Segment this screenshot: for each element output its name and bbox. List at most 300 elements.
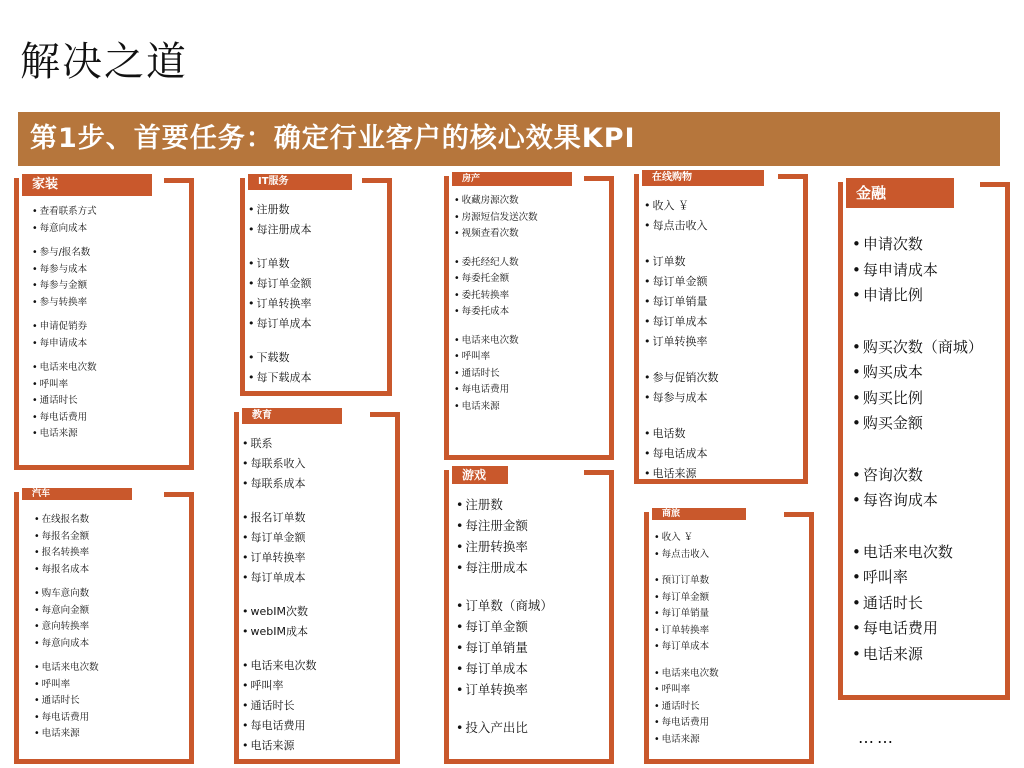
card-it-service (240, 178, 392, 396)
kpi-item (454, 210, 538, 227)
card-label: 在线购物 (642, 170, 764, 186)
bullet-icon: • (34, 711, 40, 723)
kpi-text: 通话时长 (250, 699, 295, 712)
kpi-spacer (32, 352, 97, 360)
card-online-shopping (634, 174, 808, 484)
bullet-icon: • (454, 195, 460, 206)
bullet-icon: • (852, 286, 861, 304)
more-ellipsis: …… (858, 728, 896, 747)
kpi-text: 每订单金额 (250, 531, 306, 544)
kpi-spacer (644, 352, 719, 368)
bullet-icon: • (852, 542, 861, 561)
bullet-icon: • (242, 511, 249, 524)
kpi-text: webIM成本 (250, 625, 308, 638)
kpi-text: 每电话费用 (461, 384, 510, 395)
kpi-text: 通话时长 (862, 593, 923, 612)
bullet-icon: • (454, 273, 460, 284)
bullet-icon: • (852, 388, 861, 407)
kpi-text: 购买次数（商城） (862, 337, 983, 356)
bullet-icon: • (242, 457, 249, 470)
kpi-item (852, 616, 983, 642)
bullet-icon: • (248, 297, 255, 310)
kpi-item (248, 314, 312, 334)
kpi-item (454, 193, 538, 210)
bullet-icon: • (654, 700, 660, 712)
kpi-text: 收入 ￥ (661, 532, 694, 543)
kpi-item (654, 699, 719, 716)
kpi-text: 注册数 (256, 203, 290, 216)
kpi-spacer (456, 700, 553, 717)
kpi-item (456, 616, 553, 637)
kpi-item (644, 216, 719, 236)
kpi-item (456, 717, 553, 738)
card-label: 游戏 (452, 466, 508, 484)
kpi-item (242, 656, 317, 676)
bullet-icon: • (32, 280, 38, 291)
kpi-text: 电话来源 (39, 428, 78, 439)
kpi-item (852, 258, 983, 284)
kpi-spacer (454, 321, 538, 333)
card-finance (838, 182, 1010, 700)
card-game (444, 470, 614, 764)
kpi-item (644, 368, 719, 388)
kpi-text: 每参与成本 (39, 263, 88, 275)
kpi-text: 电话来电次数 (461, 334, 519, 346)
kpi-text: 每报名成本 (41, 563, 90, 575)
kpi-text: 每意向成本 (41, 637, 90, 649)
kpi-text: 每咨询成本 (862, 491, 938, 509)
kpi-item (644, 252, 719, 272)
kpi-item (32, 319, 97, 336)
kpi-item (242, 676, 317, 696)
bullet-icon: • (34, 530, 40, 542)
kpi-spacer (644, 236, 719, 252)
card-label: 家装 (22, 174, 152, 196)
kpi-text: 订单转换率 (465, 682, 528, 697)
bullet-icon: • (644, 391, 651, 404)
bullet-icon: • (248, 223, 255, 236)
kpi-item (248, 254, 312, 274)
bullet-icon: • (34, 728, 40, 739)
kpi-text: 联系 (250, 437, 273, 450)
kpi-text: 购买金额 (862, 414, 923, 432)
card-label: 汽车 (22, 488, 132, 500)
kpi-item (644, 272, 719, 292)
bullet-icon: • (34, 621, 40, 632)
bullet-icon: • (456, 518, 464, 533)
kpi-item (852, 335, 983, 361)
kpi-item (34, 677, 99, 694)
bullet-icon: • (654, 548, 660, 560)
kpi-text: 每申请成本 (862, 260, 938, 279)
kpi-list (34, 512, 99, 743)
bullet-icon: • (852, 593, 861, 612)
bullet-icon: • (644, 199, 651, 212)
kpi-item (34, 603, 99, 620)
kpi-text: 每订单金额 (661, 591, 710, 603)
bullet-icon: • (456, 598, 464, 613)
kpi-list (852, 232, 983, 667)
kpi-item (654, 715, 719, 732)
card-real-estate (444, 176, 614, 460)
kpi-item (248, 294, 312, 314)
kpi-text: 呼叫率 (862, 568, 908, 586)
kpi-item (32, 393, 97, 410)
kpi-item (852, 488, 983, 514)
bullet-icon: • (456, 661, 464, 676)
kpi-item (32, 295, 97, 312)
kpi-text: 购车意向数 (41, 588, 90, 599)
kpi-text: 通话时长 (461, 367, 500, 379)
kpi-item (644, 196, 719, 216)
kpi-item (242, 548, 317, 568)
kpi-item (248, 220, 312, 240)
card-business-travel (644, 509, 814, 764)
kpi-text: 投入产出比 (465, 720, 528, 735)
kpi-text: 通话时长 (661, 700, 700, 712)
kpi-item (852, 565, 983, 591)
kpi-text: 报名订单数 (250, 511, 306, 524)
kpi-text: 电话来源 (250, 739, 295, 752)
kpi-text: 呼叫率 (41, 678, 71, 690)
kpi-item (32, 377, 97, 394)
kpi-text: 申请促销券 (39, 321, 88, 332)
kpi-text: 每注册金额 (465, 518, 528, 533)
kpi-text: 每注册成本 (465, 560, 528, 575)
kpi-text: 每电话费用 (41, 711, 90, 723)
kpi-text: 通话时长 (39, 395, 78, 406)
kpi-item (454, 226, 538, 243)
bullet-icon: • (852, 491, 861, 509)
kpi-item (242, 736, 317, 756)
kpi-text: 订单转换率 (256, 297, 312, 310)
page-title: 解决之道 (20, 39, 188, 85)
kpi-item (32, 426, 97, 443)
kpi-item (852, 591, 983, 617)
bullet-icon: • (456, 539, 464, 554)
kpi-text: 意向转换率 (41, 621, 90, 632)
kpi-text: 每订单金额 (652, 275, 708, 288)
bullet-icon: • (644, 315, 651, 328)
kpi-text: 每意向金额 (41, 604, 90, 616)
kpi-list (242, 434, 317, 756)
kpi-item (242, 434, 317, 454)
bullet-icon: • (242, 719, 249, 732)
kpi-text: 每订单销量 (661, 608, 710, 619)
kpi-item (32, 245, 97, 262)
kpi-text: 订单数 (652, 255, 686, 268)
kpi-item (32, 204, 97, 221)
kpi-text: 电话数 (652, 427, 686, 440)
bullet-icon: • (852, 363, 861, 381)
kpi-item (34, 529, 99, 546)
kpi-item (456, 658, 553, 679)
step-banner: 第1步、首要任务：确定行业客户的核心效果KPI (18, 112, 1000, 166)
bullet-icon: • (242, 659, 249, 672)
bullet-icon: • (34, 588, 40, 599)
kpi-spacer (852, 309, 983, 335)
kpi-item (644, 332, 719, 352)
kpi-text: 呼叫率 (250, 679, 284, 692)
bullet-icon: • (454, 228, 460, 239)
bullet-icon: • (644, 255, 651, 268)
kpi-item (454, 349, 538, 366)
bullet-icon: • (644, 295, 651, 308)
kpi-item (852, 540, 983, 566)
kpi-text: 委托经纪人数 (461, 256, 519, 268)
bullet-icon: • (32, 378, 38, 390)
kpi-item (644, 292, 719, 312)
kpi-text: 每订单销量 (652, 295, 708, 308)
kpi-item (32, 262, 97, 279)
kpi-item (454, 366, 538, 383)
kpi-item (644, 424, 719, 444)
bullet-icon: • (454, 384, 460, 395)
bullet-icon: • (654, 591, 660, 603)
kpi-text: 每电话费用 (661, 717, 710, 728)
kpi-item (456, 557, 553, 578)
kpi-item (654, 623, 719, 640)
kpi-item (644, 444, 719, 464)
kpi-text: 购买成本 (862, 363, 923, 381)
kpi-text: webIM次数 (250, 605, 308, 618)
bullet-icon: • (32, 337, 38, 349)
kpi-text: 每订单销量 (465, 640, 528, 655)
bullet-icon: • (852, 414, 861, 432)
kpi-list (654, 530, 719, 748)
kpi-text: 收入 ￥ (652, 199, 689, 212)
bullet-icon: • (654, 532, 660, 543)
bullet-icon: • (32, 428, 38, 439)
kpi-text: 报名转换率 (41, 547, 90, 558)
kpi-text: 订单转换率 (652, 335, 708, 348)
kpi-text: 呼叫率 (661, 684, 691, 695)
card-label: 教育 (242, 408, 342, 424)
bullet-icon: • (248, 351, 255, 364)
kpi-text: 预订订单数 (661, 575, 710, 586)
kpi-text: 每点击收入 (661, 548, 710, 560)
bullet-icon: • (644, 467, 651, 480)
kpi-text: 每订单成本 (652, 315, 708, 328)
kpi-text: 呼叫率 (39, 378, 69, 390)
bullet-icon: • (34, 547, 40, 558)
bullet-icon: • (242, 699, 249, 712)
kpi-item (34, 726, 99, 743)
bullet-icon: • (852, 465, 861, 484)
kpi-text: 每委托金额 (461, 273, 510, 284)
bullet-icon: • (242, 625, 249, 638)
card-education (234, 412, 400, 764)
kpi-item (852, 463, 983, 489)
kpi-text: 电话来源 (661, 733, 700, 745)
kpi-text: 每申请成本 (39, 337, 88, 349)
kpi-item (34, 586, 99, 603)
bullet-icon: • (242, 531, 249, 544)
kpi-item (456, 595, 553, 616)
kpi-text: 每电话费用 (250, 719, 306, 732)
kpi-spacer (456, 578, 553, 595)
card-label: 商旅 (652, 508, 746, 520)
kpi-text: 电话来电次数 (661, 667, 719, 679)
bullet-icon: • (242, 477, 249, 490)
kpi-text: 每电话费用 (39, 411, 88, 423)
kpi-item (456, 679, 553, 700)
bullet-icon: • (454, 367, 460, 379)
kpi-text: 房源短信发送次数 (461, 211, 538, 223)
kpi-item (248, 200, 312, 220)
kpi-text: 收藏房源次数 (461, 195, 519, 206)
bullet-icon: • (248, 203, 255, 216)
kpi-item (34, 710, 99, 727)
kpi-text: 每点击收入 (652, 219, 708, 232)
kpi-item (248, 348, 312, 368)
kpi-text: 每订单金额 (465, 619, 528, 634)
kpi-text: 查看联系方式 (39, 206, 97, 217)
kpi-text: 每订单成本 (465, 661, 528, 676)
kpi-item (32, 336, 97, 353)
kpi-text: 电话来源 (461, 400, 500, 412)
bullet-icon: • (34, 563, 40, 575)
kpi-item (454, 382, 538, 399)
bullet-icon: • (32, 222, 38, 234)
bullet-icon: • (852, 337, 861, 356)
kpi-item (242, 696, 317, 716)
bullet-icon: • (32, 362, 38, 373)
kpi-text: 注册转换率 (465, 539, 528, 554)
bullet-icon: • (852, 619, 861, 637)
kpi-text: 每报名金额 (41, 530, 90, 542)
bullet-icon: • (454, 334, 460, 346)
kpi-item (454, 333, 538, 350)
bullet-icon: • (32, 411, 38, 423)
bullet-icon: • (32, 263, 38, 275)
kpi-spacer (242, 494, 317, 508)
bullet-icon: • (654, 684, 660, 695)
bullet-icon: • (654, 717, 660, 728)
kpi-item (242, 602, 317, 622)
kpi-text: 委托转换率 (461, 289, 510, 301)
bullet-icon: • (242, 679, 249, 692)
kpi-text: 每参与成本 (652, 391, 708, 404)
kpi-text: 参与促销次数 (652, 371, 719, 384)
kpi-item (654, 639, 719, 656)
bullet-icon: • (852, 568, 861, 586)
bullet-icon: • (456, 619, 464, 634)
kpi-item (242, 454, 317, 474)
kpi-item (34, 693, 99, 710)
kpi-text: 每下载成本 (256, 371, 312, 384)
kpi-text: 每委托成本 (461, 306, 510, 317)
kpi-text: 下载数 (256, 351, 290, 364)
kpi-text: 订单数 (256, 257, 290, 270)
kpi-spacer (644, 408, 719, 424)
kpi-spacer (852, 437, 983, 463)
kpi-text: 每注册成本 (256, 223, 312, 236)
kpi-item (852, 386, 983, 412)
kpi-list (454, 193, 538, 415)
kpi-list (456, 494, 553, 738)
bullet-icon: • (242, 437, 249, 450)
bullet-icon: • (248, 317, 255, 330)
kpi-spacer (34, 578, 99, 586)
bullet-icon: • (654, 608, 660, 619)
kpi-text: 注册数 (465, 497, 503, 512)
kpi-text: 每订单成本 (250, 571, 306, 584)
bullet-icon: • (454, 289, 460, 301)
kpi-item (454, 304, 538, 321)
kpi-text: 每订单成本 (256, 317, 312, 330)
bullet-icon: • (654, 667, 660, 679)
kpi-item (654, 547, 719, 564)
kpi-text: 参与转换率 (39, 296, 88, 308)
kpi-text: 电话来源 (652, 467, 697, 480)
bullet-icon: • (242, 571, 249, 584)
kpi-text: 申请次数 (862, 235, 923, 253)
kpi-item (32, 410, 97, 427)
kpi-item (852, 232, 983, 258)
card-home-decoration (14, 178, 194, 470)
kpi-text: 每参与金额 (39, 280, 88, 291)
kpi-item (34, 619, 99, 636)
bullet-icon: • (454, 306, 460, 317)
kpi-item (454, 255, 538, 272)
kpi-item (456, 637, 553, 658)
kpi-item (32, 360, 97, 377)
kpi-spacer (32, 311, 97, 319)
bullet-icon: • (32, 296, 38, 308)
kpi-text: 电话来电次数 (39, 362, 97, 373)
kpi-item (242, 622, 317, 642)
bullet-icon: • (34, 662, 40, 673)
bullet-icon: • (644, 447, 651, 460)
kpi-list (644, 196, 719, 484)
kpi-text: 通话时长 (41, 695, 80, 706)
kpi-text: 电话来电次数 (250, 659, 317, 672)
kpi-item (242, 474, 317, 494)
kpi-item (248, 274, 312, 294)
kpi-item (34, 562, 99, 579)
kpi-spacer (248, 240, 312, 254)
bullet-icon: • (34, 604, 40, 616)
kpi-spacer (454, 243, 538, 255)
kpi-item (34, 636, 99, 653)
bullet-icon: • (34, 637, 40, 649)
kpi-text: 电话来源 (41, 728, 80, 739)
kpi-item (34, 660, 99, 677)
bullet-icon: • (454, 400, 460, 412)
bullet-icon: • (32, 206, 38, 217)
kpi-item (644, 464, 719, 484)
kpi-text: 电话来源 (862, 644, 923, 663)
card-label: IT服务 (248, 174, 352, 190)
bullet-icon: • (654, 575, 660, 586)
kpi-item (644, 388, 719, 408)
bullet-icon: • (654, 624, 660, 636)
kpi-spacer (32, 237, 97, 245)
kpi-item (454, 271, 538, 288)
bullet-icon: • (454, 256, 460, 268)
bullet-icon: • (454, 351, 460, 362)
kpi-item (242, 568, 317, 588)
kpi-text: 咨询次数 (862, 465, 923, 484)
kpi-item (654, 666, 719, 683)
kpi-text: 订单转换率 (661, 624, 710, 636)
kpi-item (644, 312, 719, 332)
kpi-item (456, 494, 553, 515)
kpi-item (248, 368, 312, 388)
kpi-text: 申请比例 (862, 286, 923, 304)
kpi-item (456, 536, 553, 557)
